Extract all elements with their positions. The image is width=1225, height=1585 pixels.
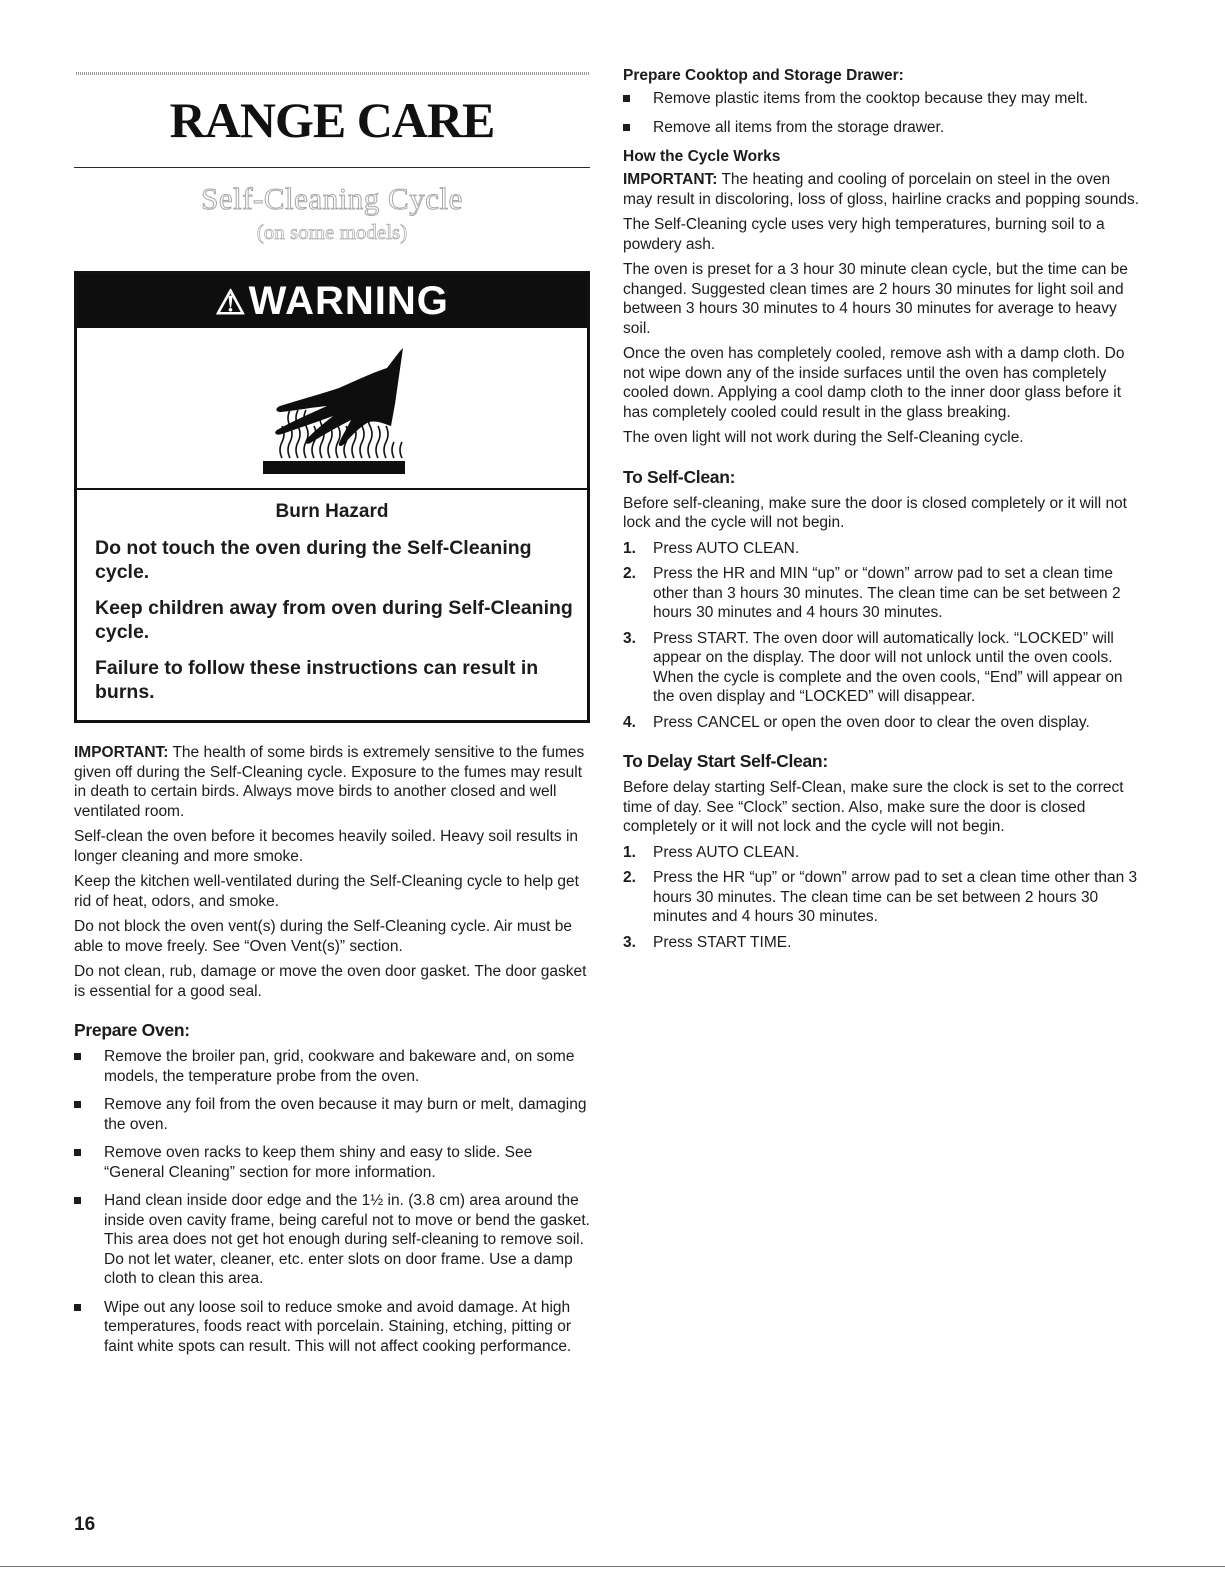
paragraph: The Self-Cleaning cycle uses very high temperatures, burning soil to a powdery ash. — [623, 216, 1105, 253]
paragraph: The oven is preset for a 3 hour 30 minute clean cycle, but the time can be changed. Suggested clean times are 2 hours 30 minutes for light soil and between 3 hours 30 minutes to 4 hours 30 minutes for average to heavy soil. — [623, 261, 1128, 337]
step-item: 1. Press AUTO CLEAN. — [623, 539, 800, 557]
square-bullet-icon — [623, 124, 630, 131]
left-body — [74, 743, 590, 1356]
warning-line: Do not touch the oven during the Self-Cleaning cycle. — [95, 537, 532, 583]
warning-triangle-icon: ⚠ — [215, 284, 247, 322]
list-item: Wipe out any loose soil to reduce smoke and avoid damage. At high temperatures, foods react with porcelain. Staining, etching, pitting or faint white spots can result. This will not affect cooking performance. — [74, 1298, 590, 1357]
square-bullet-icon — [74, 1053, 81, 1060]
paragraph: Before self-cleaning, make sure the door is closed completely or it will not lock and the cycle will not begin. — [623, 494, 1127, 531]
square-bullet-icon — [74, 1304, 81, 1311]
title-divider — [74, 167, 590, 168]
list-item: Hand clean inside door edge and the 1½ in. (3.8 cm) area around the inside oven cavity frame, being careful not to move or bend the gasket. This area does not get hot enough during self-cleaning to remove soil. Do not let water, cleaner, etc. enter slots on door frame. Use a damp cloth to clean this area. — [74, 1191, 590, 1289]
paragraph: Keep the kitchen well-ventilated during the Self-Cleaning cycle to help get rid of heat, odors, and smoke. — [74, 873, 579, 910]
important-note: IMPORTANT: The health of some birds is extremely sensitive to the fumes given off during the Self-Cleaning cycle. Exposure to the fumes may result in death to certain birds. Always move birds to another closed and well ventilated room. — [74, 744, 585, 820]
important-note: IMPORTANT: The heating and cooling of porcelain on steel in the oven may result in discoloring, loss of gloss, hairline cracks and popping sounds. — [623, 171, 1140, 208]
hazard-title: Burn Hazard — [275, 501, 389, 522]
page-title: RANGE CARE — [169, 92, 495, 148]
section-title: Self-Cleaning Cycle — [201, 181, 463, 216]
list-item: Remove plastic items from the cooktop because they may melt. — [623, 89, 1143, 109]
self-clean-steps — [623, 539, 1143, 733]
list-item: Remove any foil from the oven because it may burn or melt, damaging the oven. — [74, 1095, 590, 1134]
step-item: 3. Press START. The oven door will automatically lock. “LOCKED” will appear on the display. The door will not unlock until the oven cools. When the cycle is complete and the oven cools, “End” will appear on the oven display and “LOCKED” will disappear. — [623, 629, 1123, 705]
page-number: 16 — [74, 1514, 96, 1535]
warning-box — [74, 271, 590, 723]
delay-start-steps — [623, 843, 1143, 953]
square-bullet-icon — [623, 95, 630, 102]
paragraph: Self-clean the oven before it becomes heavily soiled. Heavy soil results in longer cleaning and more smoke. — [74, 828, 579, 865]
prepare-cooktop-heading: Prepare Cooktop and Storage Drawer: — [623, 67, 904, 84]
prepare-oven-list — [74, 1047, 590, 1356]
prepare-oven-heading: Prepare Oven: — [74, 1020, 190, 1040]
self-clean-heading: To Self-Clean: — [623, 466, 736, 487]
list-item: Remove the broiler pan, grid, cookware and bakeware and, on some models, the temperature probe from the oven. — [74, 1047, 590, 1086]
paragraph: Do not block the oven vent(s) during the Self-Cleaning cycle. Air must be able to move freely. See “Oven Vent(s)” section. — [74, 918, 572, 955]
right-column — [623, 66, 1143, 958]
paragraph: Do not clean, rub, damage or move the oven door gasket. The door gasket is essential for a good seal. — [74, 963, 587, 1000]
warning-label: WARNING — [248, 279, 449, 323]
step-item: 2. Press the HR “up” or “down” arrow pad to set a clean time other than 3 hours 30 minutes. The clean time can be set between 2 hours 30 minutes and 4 hours 30 minutes. — [623, 869, 1138, 925]
list-item: Remove all items from the storage drawer. — [623, 118, 1143, 138]
warning-line: Keep children away from oven during Self-Cleaning cycle. — [95, 597, 573, 643]
square-bullet-icon — [74, 1101, 81, 1108]
step-item: 4. Press CANCEL or open the oven door to clear the oven display. — [623, 713, 1090, 731]
square-bullet-icon — [74, 1197, 81, 1204]
cycle-works-heading: How the Cycle Works — [623, 148, 781, 165]
step-item: 2. Press the HR and MIN “up” or “down” arrow pad to set a clean time other than 3 hours 30 minutes. The clean time can be set between 2 hours 30 minutes and 4 hours 30 minutes. — [623, 565, 1121, 621]
section-note: (on some models) — [256, 220, 408, 244]
bottom-rule — [0, 1566, 1225, 1567]
square-bullet-icon — [74, 1149, 81, 1156]
step-item: 1. Press AUTO CLEAN. — [623, 843, 800, 861]
step-item: 3. Press START TIME. — [623, 933, 792, 951]
hand-over-heat-icon — [77, 328, 587, 488]
list-item: Remove oven racks to keep them shiny and easy to slide. See “General Cleaning” section for more information. — [74, 1143, 590, 1182]
left-column — [74, 72, 590, 1365]
warning-line: Failure to follow these instructions can result in burns. — [95, 657, 539, 703]
paragraph: Before delay starting Self-Clean, make sure the clock is set to the correct time of day. See “Clock” section. Also, make sure the door is closed completely or it will not lock and the cycle will not begin. — [623, 779, 1124, 835]
delay-start-heading: To Delay Start Self-Clean: — [623, 751, 828, 771]
warning-header — [77, 274, 587, 328]
paragraph: Once the oven has completely cooled, remove ash with a damp cloth. Do not wipe down any of the inside surfaces until the oven has completely cooled down. Applying a cool damp cloth to the inner door glass before it has completely cooled could result in the glass breaking. — [623, 345, 1125, 421]
hazard-graphic — [77, 328, 587, 490]
dotted-rule — [76, 72, 590, 75]
prepare-cooktop-list — [623, 89, 1143, 137]
paragraph: The oven light will not work during the Self-Cleaning cycle. — [623, 429, 1024, 446]
